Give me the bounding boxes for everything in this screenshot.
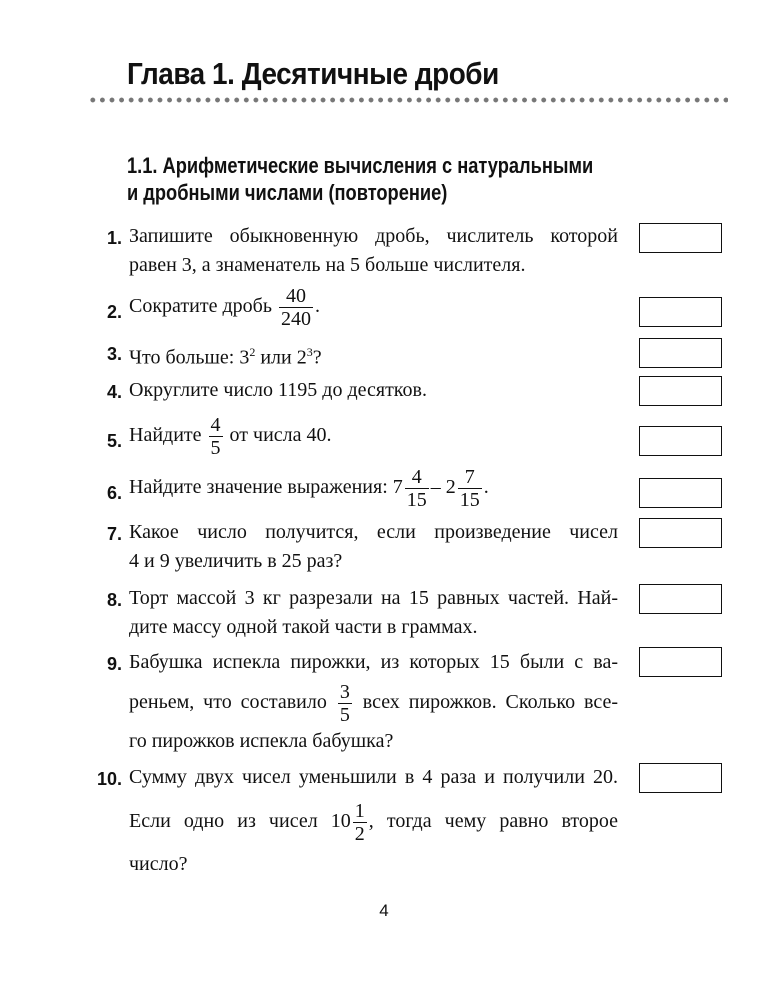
task-line: Запишите обыкновенную дробь, числитель которой	[129, 225, 618, 247]
task-line: Что больше: $3^2$ или $2^3$?	[129, 345, 322, 369]
task-number: 3.	[106, 344, 122, 364]
task-text	[129, 466, 618, 511]
task-number: 5.	[106, 431, 122, 451]
fraction	[458, 466, 482, 511]
task-text-part: Найдите значение выражения: 7	[129, 476, 403, 499]
exponent: 3	[306, 345, 313, 359]
fraction-numerator: 4	[210, 414, 221, 436]
dotted-divider	[88, 97, 728, 103]
task-text	[129, 376, 618, 405]
fraction	[209, 414, 223, 459]
task-text	[129, 285, 618, 330]
task-text	[129, 518, 618, 576]
task-number: 9.	[106, 654, 122, 674]
task-text-part: – 2	[430, 476, 456, 499]
fraction-numerator: 4	[405, 466, 429, 489]
task-text-part: Найдите	[129, 424, 202, 447]
task-text	[129, 763, 618, 879]
answer-box-6[interactable]	[639, 478, 722, 508]
task-text	[129, 338, 618, 373]
section-title-line1: 1.1. Арифметические вычисления с натуральными	[127, 153, 594, 178]
fraction-denominator: 240	[280, 308, 311, 330]
section-title-line2: и дробными числами (повторение)	[127, 180, 448, 205]
task-line: Какое число получится, если произведение чисел	[129, 521, 618, 543]
task-number: 10.	[96, 769, 122, 789]
task-text-part: от числа 40.	[229, 424, 332, 447]
task-line: 4 и 9 увеличить в 25 раз?	[129, 550, 343, 572]
task-line: Сумму двух чисел уменьшили в 4 раза и получили 20.	[129, 766, 618, 788]
answer-box-2[interactable]	[639, 297, 722, 327]
page-number: 4	[379, 901, 389, 920]
task-line: Бабушка испекла пирожки, из которых 15 были с ва-	[129, 651, 618, 673]
task-line: реньем, что составило $\frac{3}{5}$ всех пирожков. Сколько все-	[129, 680, 619, 726]
fraction	[279, 285, 313, 330]
task-line: равен 3, а знаменатель на 5 больше числителя.	[129, 254, 526, 276]
fraction-denominator: 15	[459, 489, 480, 511]
task-number: 8.	[106, 590, 122, 610]
task-line: дите массу одной такой части в граммах.	[129, 616, 478, 638]
answer-box-10[interactable]	[639, 763, 722, 793]
answer-box-4[interactable]	[639, 376, 722, 406]
answer-box-8[interactable]	[639, 584, 722, 614]
exponent: 2	[249, 345, 256, 359]
task-text-part: .	[483, 476, 489, 499]
task-line: го пирожков испекла бабушка?	[129, 730, 394, 752]
task-number: 6.	[106, 483, 122, 503]
task-text	[129, 414, 618, 459]
fraction-denominator: 2	[354, 822, 365, 845]
fraction	[338, 681, 352, 726]
fraction-numerator: 7	[458, 466, 482, 489]
task-line: Округлите число 1195 до десятков.	[129, 379, 427, 401]
fraction-denominator: 5	[339, 703, 350, 726]
chapter-title: Глава 1. Десятичные дроби	[127, 56, 499, 91]
section-title	[127, 152, 593, 206]
fraction-numerator: 40	[279, 285, 313, 308]
task-line: Если одно из чисел 10 $\frac{1}{2}$ , тогда чему равно второе	[129, 799, 618, 845]
task-text-part: Сократите дробь	[129, 295, 272, 318]
task-number: 4.	[106, 382, 122, 402]
fraction-denominator: 5	[210, 437, 221, 459]
answer-box-1[interactable]	[639, 223, 722, 253]
fraction	[405, 466, 429, 511]
task-number: 1.	[106, 228, 122, 248]
fraction-numerator: 3	[339, 680, 350, 703]
task-line: Торт массой 3 кг разрезали на 15 равных частей. Най-	[129, 587, 618, 609]
fraction	[353, 800, 367, 845]
answer-box-5[interactable]	[639, 426, 722, 456]
task-text	[129, 648, 618, 756]
fraction-numerator: 1	[354, 799, 365, 822]
task-text	[129, 222, 618, 280]
task-number: 2.	[106, 302, 122, 322]
answer-box-7[interactable]	[639, 518, 722, 548]
answer-box-3[interactable]	[639, 338, 722, 368]
task-text-part: .	[314, 295, 320, 318]
fraction-denominator: 15	[406, 489, 427, 511]
answer-box-9[interactable]	[639, 647, 722, 677]
task-line: число?	[129, 853, 188, 875]
task-number: 7.	[106, 524, 122, 544]
task-text	[129, 584, 618, 642]
